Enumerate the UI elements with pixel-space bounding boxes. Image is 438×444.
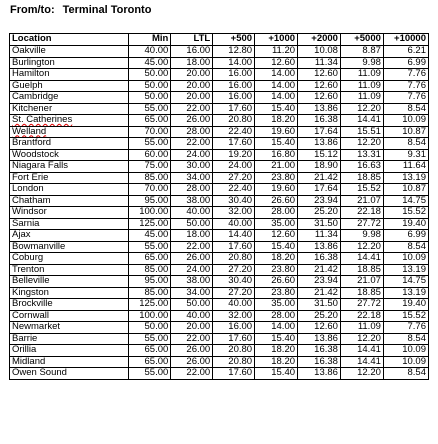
cell-location[interactable]: Kitchener [10, 103, 129, 115]
cell-plus-1000[interactable]: 14.00 [255, 80, 298, 92]
cell-plus-5000[interactable]: 11.09 [340, 80, 383, 92]
cell-plus-2000[interactable]: 17.64 [298, 184, 341, 196]
cell-plus-500[interactable]: 20.80 [213, 356, 255, 368]
cell-plus-2000[interactable]: 12.60 [298, 69, 341, 81]
cell-ltl[interactable]: 24.00 [171, 149, 213, 161]
column-header-10000[interactable]: +10000 [383, 34, 428, 46]
cell-plus-10000[interactable]: 13.19 [383, 287, 428, 299]
cell-ltl[interactable]: 28.00 [171, 126, 213, 138]
cell-plus-5000[interactable]: 21.07 [340, 195, 383, 207]
cell-ltl[interactable]: 26.00 [171, 115, 213, 127]
cell-min[interactable]: 70.00 [129, 126, 171, 138]
cell-plus-2000[interactable]: 16.38 [298, 115, 341, 127]
cell-min[interactable]: 40.00 [129, 46, 171, 58]
cell-plus-10000[interactable]: 6.21 [383, 46, 428, 58]
cell-ltl[interactable]: 20.00 [171, 322, 213, 334]
table-row [10, 126, 429, 138]
cell-plus-1000[interactable]: 12.60 [255, 57, 298, 69]
cell-plus-1000[interactable]: 23.80 [255, 172, 298, 184]
cell-ltl[interactable]: 50.00 [171, 218, 213, 230]
cell-ltl[interactable]: 30.00 [171, 161, 213, 173]
cell-min[interactable]: 85.00 [129, 172, 171, 184]
cell-plus-1000[interactable]: 18.20 [255, 115, 298, 127]
cell-plus-1000[interactable]: 15.40 [255, 333, 298, 345]
cell-plus-5000[interactable]: 8.87 [340, 46, 383, 58]
table-row [10, 345, 429, 357]
table-row [10, 310, 429, 322]
table-row [10, 69, 429, 81]
cell-ltl[interactable]: 24.00 [171, 264, 213, 276]
cell-plus-5000[interactable]: 18.85 [340, 264, 383, 276]
cell-plus-2000[interactable]: 16.38 [298, 253, 341, 265]
cell-min[interactable]: 85.00 [129, 264, 171, 276]
cell-plus-500[interactable]: 14.40 [213, 230, 255, 242]
cell-plus-5000[interactable]: 21.07 [340, 276, 383, 288]
cell-plus-1000[interactable]: 15.40 [255, 103, 298, 115]
cell-plus-5000[interactable]: 11.09 [340, 69, 383, 81]
cell-min[interactable]: 70.00 [129, 184, 171, 196]
table-row [10, 138, 429, 150]
table-row [10, 368, 429, 380]
cell-location[interactable]: Hamilton [10, 69, 129, 81]
cell-location[interactable]: Kingston [10, 287, 129, 299]
table-row [10, 103, 429, 115]
cell-plus-10000[interactable]: 7.76 [383, 92, 428, 104]
cell-min[interactable]: 65.00 [129, 356, 171, 368]
cell-plus-2000[interactable]: 10.08 [298, 46, 341, 58]
cell-min[interactable]: 55.00 [129, 138, 171, 150]
cell-location[interactable]: Barrie [10, 333, 129, 345]
cell-plus-500[interactable]: 16.00 [213, 80, 255, 92]
cell-plus-10000[interactable]: 10.09 [383, 115, 428, 127]
cell-ltl[interactable]: 34.00 [171, 287, 213, 299]
cell-min[interactable]: 95.00 [129, 195, 171, 207]
cell-plus-1000[interactable]: 12.60 [255, 230, 298, 242]
cell-plus-500[interactable]: 12.80 [213, 46, 255, 58]
cell-min[interactable]: 85.00 [129, 287, 171, 299]
cell-plus-10000[interactable]: 10.09 [383, 345, 428, 357]
cell-plus-2000[interactable]: 25.20 [298, 207, 341, 219]
cell-plus-10000[interactable]: 15.52 [383, 310, 428, 322]
table-row [10, 115, 429, 127]
cell-plus-10000[interactable]: 7.76 [383, 69, 428, 81]
cell-location[interactable]: Bowmanville [10, 241, 129, 253]
cell-plus-500[interactable]: 22.40 [213, 126, 255, 138]
cell-plus-500[interactable]: 16.00 [213, 92, 255, 104]
cell-location[interactable]: Orillia [10, 345, 129, 357]
cell-plus-5000[interactable]: 12.20 [340, 368, 383, 380]
rate-table [9, 33, 429, 380]
cell-plus-5000[interactable]: 14.41 [340, 253, 383, 265]
cell-plus-500[interactable]: 32.00 [213, 207, 255, 219]
table-row [10, 264, 429, 276]
cell-plus-10000[interactable]: 6.99 [383, 57, 428, 69]
cell-plus-2000[interactable]: 13.86 [298, 103, 341, 115]
cell-location[interactable]: Owen Sound [10, 368, 129, 380]
cell-plus-2000[interactable]: 31.50 [298, 299, 341, 311]
table-row [10, 276, 429, 288]
cell-location[interactable]: Burlington [10, 57, 129, 69]
cell-ltl[interactable]: 26.00 [171, 253, 213, 265]
cell-plus-10000[interactable]: 7.76 [383, 80, 428, 92]
cell-plus-500[interactable]: 17.60 [213, 368, 255, 380]
terminal-name: Terminal Toronto [62, 4, 152, 16]
cell-plus-1000[interactable]: 15.40 [255, 368, 298, 380]
cell-plus-5000[interactable]: 27.72 [340, 299, 383, 311]
spellcheck-flagged-text: St. Catherines [12, 114, 73, 125]
table-row [10, 92, 429, 104]
cell-plus-500[interactable]: 17.60 [213, 138, 255, 150]
cell-plus-5000[interactable]: 15.52 [340, 184, 383, 196]
cell-ltl[interactable]: 18.00 [171, 230, 213, 242]
cell-location[interactable]: Belleville [10, 276, 129, 288]
column-header-5000[interactable]: +5000 [340, 34, 383, 46]
cell-plus-500[interactable]: 24.00 [213, 161, 255, 173]
cell-ltl[interactable]: 20.00 [171, 92, 213, 104]
header-row [10, 34, 429, 46]
cell-plus-1000[interactable]: 35.00 [255, 218, 298, 230]
cell-plus-2000[interactable]: 21.42 [298, 264, 341, 276]
cell-location[interactable]: Brockville [10, 299, 129, 311]
cell-location[interactable]: Oakville [10, 46, 129, 58]
table-row [10, 299, 429, 311]
spellcheck-flagged-text: Welland [12, 126, 47, 137]
rate-table-body [10, 46, 429, 380]
cell-plus-5000[interactable]: 12.20 [340, 333, 383, 345]
cell-ltl[interactable]: 38.00 [171, 195, 213, 207]
cell-plus-10000[interactable]: 8.54 [383, 103, 428, 115]
cell-min[interactable]: 45.00 [129, 57, 171, 69]
cell-plus-10000[interactable]: 19.40 [383, 299, 428, 311]
cell-min[interactable]: 95.00 [129, 276, 171, 288]
cell-plus-10000[interactable]: 8.54 [383, 368, 428, 380]
cell-ltl[interactable]: 40.00 [171, 207, 213, 219]
cell-plus-5000[interactable]: 12.20 [340, 138, 383, 150]
cell-plus-10000[interactable]: 13.19 [383, 264, 428, 276]
cell-plus-500[interactable]: 17.60 [213, 241, 255, 253]
cell-plus-1000[interactable]: 18.20 [255, 345, 298, 357]
table-row [10, 207, 429, 219]
cell-ltl[interactable]: 50.00 [171, 299, 213, 311]
cell-ltl[interactable]: 22.00 [171, 333, 213, 345]
cell-plus-1000[interactable]: 18.20 [255, 356, 298, 368]
cell-plus-5000[interactable]: 14.41 [340, 345, 383, 357]
table-row [10, 149, 429, 161]
cell-plus-2000[interactable]: 13.86 [298, 368, 341, 380]
cell-plus-500[interactable]: 17.60 [213, 103, 255, 115]
table-row [10, 80, 429, 92]
cell-location[interactable]: Brantford [10, 138, 129, 150]
cell-location[interactable]: Woodstock [10, 149, 129, 161]
cell-plus-5000[interactable]: 18.85 [340, 287, 383, 299]
cell-plus-1000[interactable]: 19.60 [255, 126, 298, 138]
cell-plus-5000[interactable]: 27.72 [340, 218, 383, 230]
cell-plus-2000[interactable]: 12.60 [298, 322, 341, 334]
cell-plus-500[interactable]: 40.00 [213, 299, 255, 311]
table-row [10, 322, 429, 334]
cell-location[interactable]: Sarnia [10, 218, 129, 230]
cell-plus-5000[interactable]: 12.20 [340, 241, 383, 253]
cell-plus-10000[interactable]: 8.54 [383, 241, 428, 253]
cell-ltl[interactable]: 38.00 [171, 276, 213, 288]
cell-plus-1000[interactable]: 35.00 [255, 299, 298, 311]
cell-min[interactable]: 55.00 [129, 333, 171, 345]
from-to-label: From/to: [10, 4, 55, 16]
cell-plus-2000[interactable]: 11.34 [298, 57, 341, 69]
cell-plus-1000[interactable]: 28.00 [255, 310, 298, 322]
cell-min[interactable]: 55.00 [129, 368, 171, 380]
cell-plus-1000[interactable]: 26.60 [255, 276, 298, 288]
cell-plus-5000[interactable]: 13.31 [340, 149, 383, 161]
cell-plus-500[interactable]: 30.40 [213, 195, 255, 207]
cell-plus-1000[interactable]: 19.60 [255, 184, 298, 196]
cell-location[interactable]: Newmarket [10, 322, 129, 334]
cell-plus-5000[interactable]: 22.18 [340, 310, 383, 322]
cell-plus-1000[interactable]: 15.40 [255, 241, 298, 253]
cell-ltl[interactable]: 18.00 [171, 57, 213, 69]
cell-plus-2000[interactable]: 23.94 [298, 195, 341, 207]
cell-ltl[interactable]: 16.00 [171, 46, 213, 58]
cell-ltl[interactable]: 22.00 [171, 138, 213, 150]
cell-plus-10000[interactable]: 11.64 [383, 161, 428, 173]
cell-plus-5000[interactable]: 12.20 [340, 103, 383, 115]
cell-location[interactable]: London [10, 184, 129, 196]
cell-plus-2000[interactable]: 31.50 [298, 218, 341, 230]
sheet-header [10, 4, 151, 20]
cell-location[interactable]: Ajax [10, 230, 129, 242]
cell-min[interactable]: 50.00 [129, 92, 171, 104]
table-row [10, 184, 429, 196]
cell-plus-500[interactable]: 27.20 [213, 264, 255, 276]
column-header-location[interactable]: Location [10, 34, 129, 46]
table-row [10, 172, 429, 184]
table-row [10, 195, 429, 207]
cell-plus-5000[interactable]: 22.18 [340, 207, 383, 219]
cell-plus-10000[interactable]: 19.40 [383, 218, 428, 230]
cell-min[interactable]: 100.00 [129, 310, 171, 322]
cell-ltl[interactable]: 20.00 [171, 80, 213, 92]
cell-plus-10000[interactable]: 14.75 [383, 195, 428, 207]
cell-plus-1000[interactable]: 14.00 [255, 322, 298, 334]
cell-plus-5000[interactable]: 15.51 [340, 126, 383, 138]
cell-plus-10000[interactable]: 8.54 [383, 138, 428, 150]
cell-min[interactable]: 65.00 [129, 253, 171, 265]
table-row [10, 161, 429, 173]
table-row [10, 333, 429, 345]
column-header-ltl[interactable]: LTL [171, 34, 213, 46]
cell-location[interactable]: Trenton [10, 264, 129, 276]
cell-plus-500[interactable]: 27.20 [213, 287, 255, 299]
cell-plus-1000[interactable]: 23.80 [255, 287, 298, 299]
cell-location[interactable]: Windsor [10, 207, 129, 219]
cell-plus-1000[interactable]: 26.60 [255, 195, 298, 207]
table-row [10, 46, 429, 58]
cell-plus-1000[interactable]: 21.00 [255, 161, 298, 173]
cell-plus-500[interactable]: 20.80 [213, 345, 255, 357]
cell-plus-5000[interactable]: 16.63 [340, 161, 383, 173]
cell-plus-1000[interactable]: 15.40 [255, 138, 298, 150]
cell-ltl[interactable]: 26.00 [171, 356, 213, 368]
cell-plus-10000[interactable]: 13.19 [383, 172, 428, 184]
cell-plus-10000[interactable]: 15.52 [383, 207, 428, 219]
cell-min[interactable]: 125.00 [129, 218, 171, 230]
cell-plus-10000[interactable]: 10.87 [383, 184, 428, 196]
cell-plus-2000[interactable]: 13.86 [298, 138, 341, 150]
cell-min[interactable]: 125.00 [129, 299, 171, 311]
column-header-500[interactable]: +500 [213, 34, 255, 46]
cell-min[interactable]: 100.00 [129, 207, 171, 219]
cell-plus-2000[interactable]: 23.94 [298, 276, 341, 288]
cell-min[interactable]: 50.00 [129, 69, 171, 81]
cell-plus-2000[interactable]: 13.86 [298, 241, 341, 253]
cell-plus-10000[interactable]: 10.09 [383, 356, 428, 368]
cell-plus-500[interactable]: 22.40 [213, 184, 255, 196]
cell-location[interactable]: Cambridge [10, 92, 129, 104]
cell-plus-2000[interactable]: 11.34 [298, 230, 341, 242]
cell-plus-2000[interactable]: 18.90 [298, 161, 341, 173]
cell-plus-2000[interactable]: 16.38 [298, 345, 341, 357]
table-row [10, 218, 429, 230]
table-row [10, 356, 429, 368]
cell-location[interactable]: Fort Erie [10, 172, 129, 184]
cell-ltl[interactable]: 40.00 [171, 310, 213, 322]
cell-ltl[interactable]: 22.00 [171, 241, 213, 253]
cell-plus-2000[interactable]: 17.64 [298, 126, 341, 138]
cell-min[interactable]: 55.00 [129, 103, 171, 115]
cell-plus-1000[interactable]: 23.80 [255, 264, 298, 276]
cell-plus-1000[interactable]: 16.80 [255, 149, 298, 161]
cell-ltl[interactable]: 34.00 [171, 172, 213, 184]
column-header-min[interactable]: Min [129, 34, 171, 46]
cell-min[interactable]: 60.00 [129, 149, 171, 161]
cell-plus-500[interactable]: 27.20 [213, 172, 255, 184]
cell-plus-500[interactable]: 14.00 [213, 57, 255, 69]
table-row [10, 57, 429, 69]
cell-ltl[interactable]: 20.00 [171, 69, 213, 81]
cell-min[interactable]: 50.00 [129, 322, 171, 334]
cell-location[interactable]: Coburg [10, 253, 129, 265]
cell-plus-500[interactable]: 16.00 [213, 322, 255, 334]
cell-location[interactable]: Chatham [10, 195, 129, 207]
cell-plus-2000[interactable]: 25.20 [298, 310, 341, 322]
cell-plus-10000[interactable]: 9.31 [383, 149, 428, 161]
cell-location[interactable]: Cornwall [10, 310, 129, 322]
cell-plus-10000[interactable]: 6.99 [383, 230, 428, 242]
cell-plus-2000[interactable]: 12.60 [298, 80, 341, 92]
cell-plus-2000[interactable]: 21.42 [298, 287, 341, 299]
cell-plus-2000[interactable]: 13.86 [298, 333, 341, 345]
cell-plus-500[interactable]: 32.00 [213, 310, 255, 322]
cell-plus-500[interactable]: 30.40 [213, 276, 255, 288]
table-row [10, 241, 429, 253]
cell-plus-500[interactable]: 20.80 [213, 253, 255, 265]
cell-location[interactable] [10, 115, 129, 127]
cell-plus-2000[interactable]: 21.42 [298, 172, 341, 184]
cell-plus-2000[interactable]: 12.60 [298, 92, 341, 104]
cell-plus-500[interactable]: 17.60 [213, 333, 255, 345]
cell-plus-1000[interactable]: 14.00 [255, 69, 298, 81]
cell-plus-1000[interactable]: 11.20 [255, 46, 298, 58]
cell-location[interactable]: Guelph [10, 80, 129, 92]
cell-location[interactable]: Midland [10, 356, 129, 368]
column-header-1000[interactable]: +1000 [255, 34, 298, 46]
cell-min[interactable]: 65.00 [129, 115, 171, 127]
cell-plus-500[interactable]: 20.80 [213, 115, 255, 127]
cell-min[interactable]: 55.00 [129, 241, 171, 253]
cell-plus-10000[interactable]: 10.87 [383, 126, 428, 138]
cell-plus-5000[interactable]: 14.41 [340, 115, 383, 127]
cell-plus-10000[interactable]: 7.76 [383, 322, 428, 334]
table-row [10, 287, 429, 299]
cell-plus-5000[interactable]: 18.85 [340, 172, 383, 184]
cell-plus-500[interactable]: 16.00 [213, 69, 255, 81]
cell-ltl[interactable]: 26.00 [171, 345, 213, 357]
cell-plus-500[interactable]: 40.00 [213, 218, 255, 230]
cell-plus-10000[interactable]: 8.54 [383, 333, 428, 345]
cell-plus-10000[interactable]: 10.09 [383, 253, 428, 265]
cell-min[interactable]: 45.00 [129, 230, 171, 242]
cell-plus-5000[interactable]: 11.09 [340, 92, 383, 104]
cell-plus-5000[interactable]: 11.09 [340, 322, 383, 334]
cell-plus-1000[interactable]: 14.00 [255, 92, 298, 104]
cell-plus-5000[interactable]: 9.98 [340, 57, 383, 69]
table-row [10, 253, 429, 265]
cell-min[interactable]: 65.00 [129, 345, 171, 357]
cell-ltl[interactable]: 22.00 [171, 368, 213, 380]
column-header-2000[interactable]: +2000 [298, 34, 341, 46]
table-row [10, 230, 429, 242]
cell-ltl[interactable]: 22.00 [171, 103, 213, 115]
cell-plus-10000[interactable]: 14.75 [383, 276, 428, 288]
cell-plus-1000[interactable]: 28.00 [255, 207, 298, 219]
cell-min[interactable]: 50.00 [129, 80, 171, 92]
cell-location[interactable] [10, 126, 129, 138]
cell-min[interactable]: 75.00 [129, 161, 171, 173]
cell-plus-5000[interactable]: 14.41 [340, 356, 383, 368]
cell-plus-2000[interactable]: 16.38 [298, 356, 341, 368]
cell-plus-2000[interactable]: 15.12 [298, 149, 341, 161]
cell-plus-1000[interactable]: 18.20 [255, 253, 298, 265]
cell-location[interactable]: Niagara Falls [10, 161, 129, 173]
cell-plus-5000[interactable]: 9.98 [340, 230, 383, 242]
cell-plus-500[interactable]: 19.20 [213, 149, 255, 161]
cell-ltl[interactable]: 28.00 [171, 184, 213, 196]
